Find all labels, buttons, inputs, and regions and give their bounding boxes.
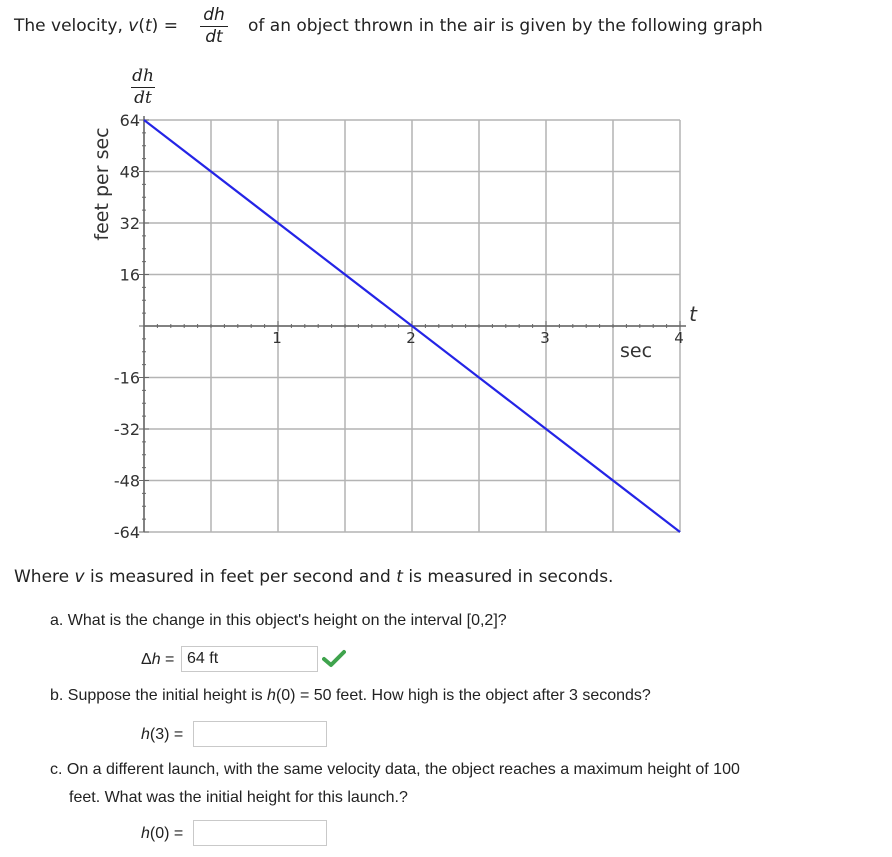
correct-check-icon (322, 649, 346, 669)
y-tick-label: 16 (119, 265, 140, 285)
question-c-line2: feet. What was the initial height for this launch.? (69, 789, 408, 806)
fraction-denominator: dt (205, 27, 223, 47)
intro-suffix: of an object thrown in the air is given by the following graph (248, 16, 763, 36)
question-a-var: h (151, 651, 161, 668)
y-tick-label: -64 (113, 523, 140, 542)
y-tick-label: -32 (113, 420, 140, 439)
chart-axes (144, 116, 686, 532)
x-tick-label: 2 (406, 329, 416, 347)
x-axis-variable-label: t (689, 302, 697, 326)
answer-a-input[interactable] (181, 646, 318, 672)
x-tick-label: 4 (674, 329, 684, 347)
delta-symbol: Δ (141, 651, 152, 668)
question-c-label (141, 825, 183, 843)
question-a-text: a. What is the change in this object's height on the interval [0,2]? (50, 612, 507, 629)
y-tick-label: 32 (119, 214, 140, 233)
y-axis-side-label: feet per sec (91, 127, 113, 241)
y-tick-label: -16 (113, 368, 140, 388)
time-symbol: t (144, 16, 152, 36)
fraction-numerator: dh (203, 5, 225, 25)
desc-velocity-symbol: v (74, 567, 85, 587)
question-c-label-rest: (0) = (149, 825, 184, 842)
question-c-label-var: h (141, 825, 150, 842)
units-description (14, 567, 613, 587)
question-a-label (141, 651, 174, 669)
close-paren-equals: ) = (151, 16, 178, 36)
y-tick-label: -48 (113, 471, 140, 491)
answer-b-input[interactable] (193, 721, 327, 747)
question-b-h: h (267, 687, 276, 704)
y-axis-label-numerator: dh (132, 66, 154, 86)
question-b-label-rest: (3) = (149, 726, 184, 743)
open-paren: ( (138, 16, 145, 36)
x-axis-unit-label: sec (620, 340, 653, 362)
y-axis-label-denominator: dt (134, 88, 152, 108)
answer-c-input[interactable] (193, 820, 327, 846)
velocity-symbol: v (128, 16, 139, 36)
desc-time-symbol: t (396, 567, 403, 587)
desc-part-2: is measured in feet per second and (84, 567, 397, 587)
desc-part-1: Where (14, 567, 75, 587)
question-a-equals: = (160, 651, 175, 668)
x-tick-label: 3 (540, 329, 550, 347)
question-b-text (50, 687, 651, 705)
question-c-line1: c. On a different launch, with the same velocity data, the object reaches a maximum height of 100 (50, 761, 740, 778)
question-b-mid: (0) = 50 feet. How high is the object after 3 seconds? (275, 687, 651, 704)
y-axis-fraction-label (131, 67, 155, 108)
question-b-label-var: h (141, 726, 150, 743)
desc-part-3: is measured in seconds. (402, 567, 614, 587)
question-b-pre: b. Suppose the initial height is (50, 687, 268, 704)
y-tick-label: 64 (119, 111, 140, 130)
y-tick-label: 48 (119, 162, 140, 182)
x-tick-label: 1 (272, 329, 282, 347)
intro-prefix: The velocity, (14, 16, 123, 36)
question-b-label (141, 726, 183, 744)
